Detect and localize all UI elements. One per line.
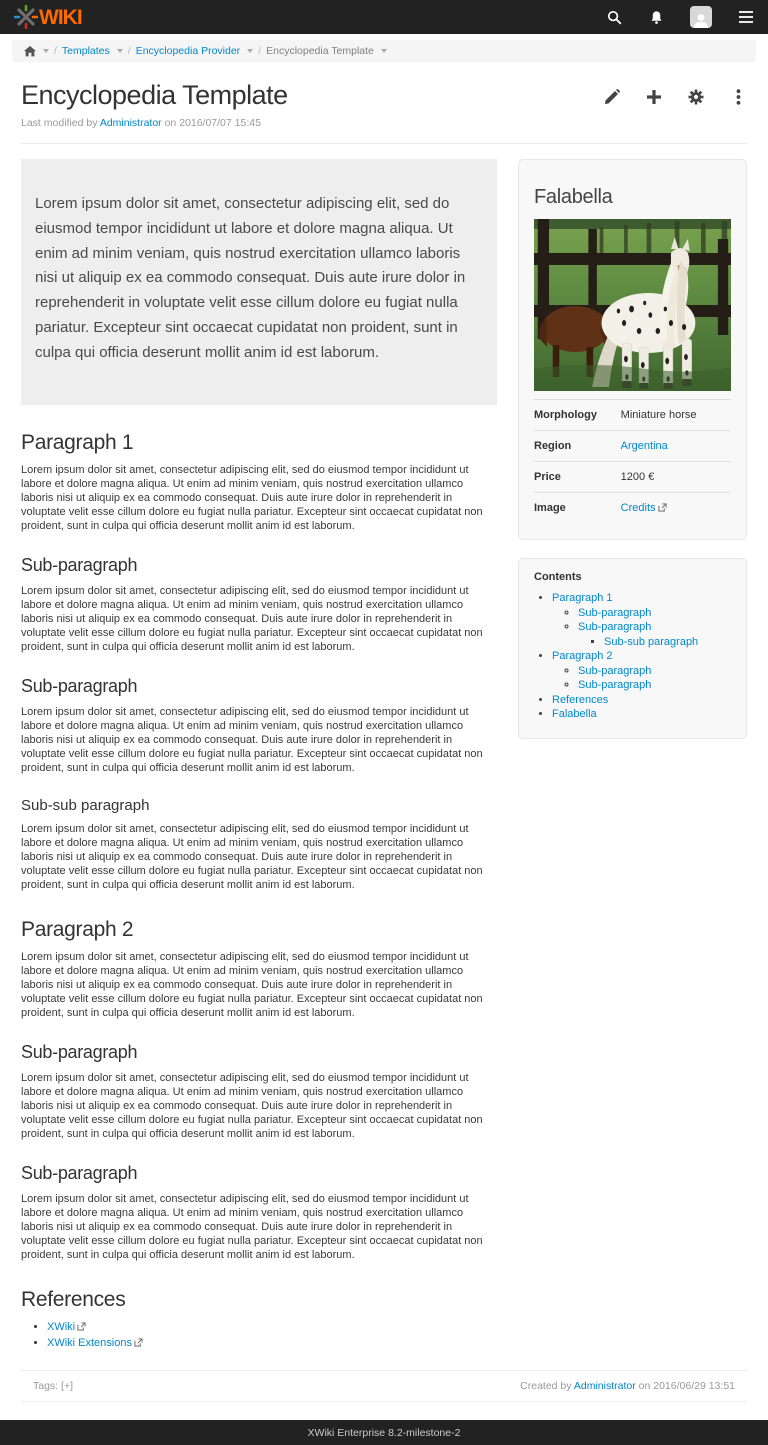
paragraph-text: Lorem ipsum dolor sit amet, consectetur adipiscing elit, sed do eiusmod tempor incididunt ut labore et dolore magna aliqua. Ut enim ad minim veniam, quis nostrud exercitation ullamco laboris nisi ut aliquip ex ea commodo consequat. Duis aute irure dolor in reprehenderit in voluptate velit esse cillum dolore eu fugiat nulla pariatur. Excepteur sint occaecat cupidatat non proident, sunt in culpa qui officia deserunt mollit anim id est laborum. <box>21 585 483 654</box>
table-row <box>534 462 731 493</box>
infobox-table <box>534 399 731 523</box>
toc-link-references[interactable]: References <box>552 693 609 706</box>
breadcrumb: / Templates / Encyclopedia Provider / Encyclopedia Template <box>12 40 756 62</box>
document-footer <box>21 1370 747 1402</box>
add-tag-button[interactable]: [+] <box>61 1380 73 1393</box>
heading-sub-sub-paragraph: Sub-sub paragraph <box>21 797 150 815</box>
paragraph-text: Lorem ipsum dolor sit amet, consectetur adipiscing elit, sed do eiusmod tempor incididunt ut labore et dolore magna aliqua. Ut enim ad minim veniam, quis nostrud exercitation ullamco laboris nisi ut aliquip ex ea commodo consequat. Duis aute irure dolor in reprehenderit in voluptate velit esse cillum dolore eu fugiat nulla pariatur. Excepteur sint occaecat cupidatat non proident, sunt in culpa qui officia deserunt mollit anim id est laborum. <box>21 1072 483 1141</box>
created-suffix: on 2016/06/29 13:51 <box>638 1380 735 1393</box>
chevron-down-icon[interactable] <box>381 49 387 53</box>
toc-link-sub-paragraph[interactable]: Sub-paragraph <box>578 664 652 677</box>
paragraph-text: Lorem ipsum dolor sit amet, consectetur adipiscing elit, sed do eiusmod tempor incididunt ut labore et dolore magna aliqua. Ut enim ad minim veniam, quis nostrud exercitation ullamco laboris nisi ut aliquip ex ea commodo consequat. Duis aute irure dolor in reprehenderit in voluptate velit esse cillum dolore eu fugiat nulla pariatur. Excepteur sint occaecat cupidatat non proident, sunt in culpa qui officia deserunt mollit anim id est laborum. <box>21 951 483 1020</box>
paragraph-text: Lorem ipsum dolor sit amet, consectetur adipiscing elit, sed do eiusmod tempor incididunt ut labore et dolore magna aliqua. Ut enim ad minim veniam, quis nostrud exercitation ullamco laboris nisi ut aliquip ex ea commodo consequat. Duis aute irure dolor in reprehenderit in voluptate velit esse cillum dolore eu fugiat nulla pariatur. Excepteur sint occaecat cupidatat non proident, sunt in culpa qui officia deserunt mollit anim id est laborum. <box>21 706 483 775</box>
external-link-icon <box>658 503 667 512</box>
paragraph-text: Lorem ipsum dolor sit amet, consectetur adipiscing elit, sed do eiusmod tempor incididunt ut labore et dolore magna aliqua. Ut enim ad minim veniam, quis nostrud exercitation ullamco laboris nisi ut aliquip ex ea commodo consequat. Duis aute irure dolor in reprehenderit in voluptate velit esse cillum dolore eu fugiat nulla pariatur. Excepteur sint occaecat cupidatat non proident, sunt in culpa qui officia deserunt mollit anim id est laborum. <box>21 1193 483 1262</box>
notifications-bell-icon[interactable] <box>648 9 664 25</box>
user-avatar[interactable] <box>690 6 712 28</box>
heading-paragraph-1: Paragraph 1 <box>21 431 134 455</box>
right-sidebar <box>518 159 747 1352</box>
settings-gear-icon[interactable] <box>687 88 705 106</box>
heading-sub-paragraph-2a: Sub-paragraph <box>21 1042 138 1063</box>
infobox-value: Miniature horse <box>620 409 697 421</box>
contents-panel <box>518 558 747 739</box>
list-item <box>578 606 731 621</box>
chevron-down-icon[interactable] <box>117 49 123 53</box>
reference-link-xwiki-extensions[interactable]: XWiki Extensions <box>47 1337 132 1350</box>
region-argentina-link[interactable]: Argentina <box>620 440 668 452</box>
list-item <box>552 649 731 693</box>
infobox-title: Falabella <box>534 186 613 208</box>
more-kebab-icon[interactable] <box>729 88 747 106</box>
list-item <box>604 635 731 650</box>
modified-suffix: on 2016/07/07 15:45 <box>164 117 261 129</box>
infobox-label: Image <box>534 502 566 514</box>
infobox-panel-falabella <box>518 159 747 540</box>
falabella-horse-image <box>534 219 731 391</box>
add-plus-icon[interactable] <box>645 88 663 106</box>
table-row <box>534 431 731 462</box>
toc-list <box>552 591 731 722</box>
heading-sub-paragraph-1b: Sub-paragraph <box>21 676 138 697</box>
toc-link-sub-paragraph[interactable]: Sub-paragraph <box>578 679 652 691</box>
toc-link-sub-paragraph[interactable]: Sub-paragraph <box>578 621 652 633</box>
table-row <box>534 400 731 431</box>
document-content <box>21 159 497 1352</box>
breadcrumb-current-page: Encyclopedia Template <box>266 45 374 57</box>
chevron-down-icon[interactable] <box>43 49 49 53</box>
search-icon[interactable] <box>606 9 622 25</box>
contents-title: Contents <box>534 571 582 583</box>
toc-link-paragraph-2[interactable]: Paragraph 2 <box>552 650 613 662</box>
lead-paragraph: Lorem ipsum dolor sit amet, consectetur adipiscing elit, sed do eiusmod tempor incididunt ut labore et dolore magna aliqua. Ut enim ad minim veniam, quis nostrud exercitation ullamco laboris nisi ut aliquip ex ea commodo consequat. Duis aute irure dolor in reprehenderit in voluptate velit esse cillum dolore eu fugiat nulla pariatur. Excepteur sint occaecat cupidatat non proident, sunt in culpa qui officia deserunt mollit anim id est laborum. <box>21 159 497 405</box>
top-navbar <box>0 0 768 34</box>
image-credits-link[interactable]: Credits <box>620 502 656 514</box>
edit-pencil-icon[interactable] <box>603 88 621 106</box>
list-item <box>47 1320 497 1335</box>
list-item <box>552 591 731 649</box>
paragraph-text: Lorem ipsum dolor sit amet, consectetur adipiscing elit, sed do eiusmod tempor incididunt ut labore et dolore magna aliqua. Ut enim ad minim veniam, quis nostrud exercitation ullamco laboris nisi ut aliquip ex ea commodo consequat. Duis aute irure dolor in reprehenderit in voluptate velit esse cillum dolore eu fugiat nulla pariatur. Excepteur sint occaecat cupidatat non proident, sunt in culpa qui officia deserunt mollit anim id est laborum. <box>21 823 483 892</box>
tags-label: Tags: <box>33 1380 59 1393</box>
version-text: XWiki Enterprise 8.2-milestone-2 <box>307 1426 461 1439</box>
infobox-label: Price <box>534 471 561 483</box>
infobox-label: Morphology <box>534 409 597 421</box>
heading-sub-paragraph-2b: Sub-paragraph <box>21 1163 138 1184</box>
external-link-icon <box>134 1338 143 1347</box>
list-item <box>552 707 731 722</box>
infobox-value: 1200 € <box>620 471 655 483</box>
home-icon[interactable] <box>24 46 36 57</box>
page-header <box>21 66 747 144</box>
created-prefix: Created by <box>520 1380 572 1393</box>
list-item <box>552 693 731 708</box>
infobox-label: Region <box>534 440 572 452</box>
brand-text: WIKI <box>39 5 82 29</box>
toc-link-sub-sub-paragraph[interactable]: Sub-sub paragraph <box>604 635 699 648</box>
page-title: Encyclopedia Template <box>21 80 288 110</box>
heading-paragraph-2: Paragraph 2 <box>21 918 134 942</box>
modified-by-user-link[interactable]: Administrator <box>99 117 162 129</box>
list-item <box>578 678 731 693</box>
list-item <box>578 664 731 679</box>
chevron-down-icon[interactable] <box>247 49 253 53</box>
created-by-line <box>520 1380 735 1392</box>
hamburger-menu-icon[interactable] <box>738 9 754 25</box>
created-by-user-link[interactable]: Administrator <box>573 1380 636 1393</box>
tags-area <box>33 1380 73 1392</box>
version-footer-bar <box>0 1420 768 1445</box>
xwiki-x-icon <box>14 5 38 29</box>
toc-link-falabella[interactable]: Falabella <box>552 708 597 720</box>
breadcrumb-link-templates[interactable]: Templates <box>61 45 110 57</box>
toc-link-sub-paragraph[interactable]: Sub-paragraph <box>578 606 652 619</box>
paragraph-text: Lorem ipsum dolor sit amet, consectetur adipiscing elit, sed do eiusmod tempor incididunt ut labore et dolore magna aliqua. Ut enim ad minim veniam, quis nostrud exercitation ullamco laboris nisi ut aliquip ex ea commodo consequat. Duis aute irure dolor in reprehenderit in voluptate velit esse cillum dolore eu fugiat nulla pariatur. Excepteur sint occaecat cupidatat non proident, sunt in culpa qui officia deserunt mollit anim id est laborum. <box>21 464 483 533</box>
toc-link-paragraph-1[interactable]: Paragraph 1 <box>552 592 613 604</box>
references-list <box>47 1320 497 1351</box>
list-item <box>47 1336 497 1351</box>
list-item <box>578 620 731 649</box>
heading-sub-paragraph-1a: Sub-paragraph <box>21 555 138 576</box>
heading-references: References <box>21 1288 126 1312</box>
table-row <box>534 493 731 524</box>
last-modified-line <box>21 117 747 129</box>
reference-link-xwiki[interactable]: XWiki <box>47 1321 76 1334</box>
modified-prefix: Last modified by <box>21 117 98 129</box>
xwiki-logo[interactable] <box>14 5 82 29</box>
breadcrumb-link-encyclopedia-provider[interactable]: Encyclopedia Provider <box>135 45 241 57</box>
